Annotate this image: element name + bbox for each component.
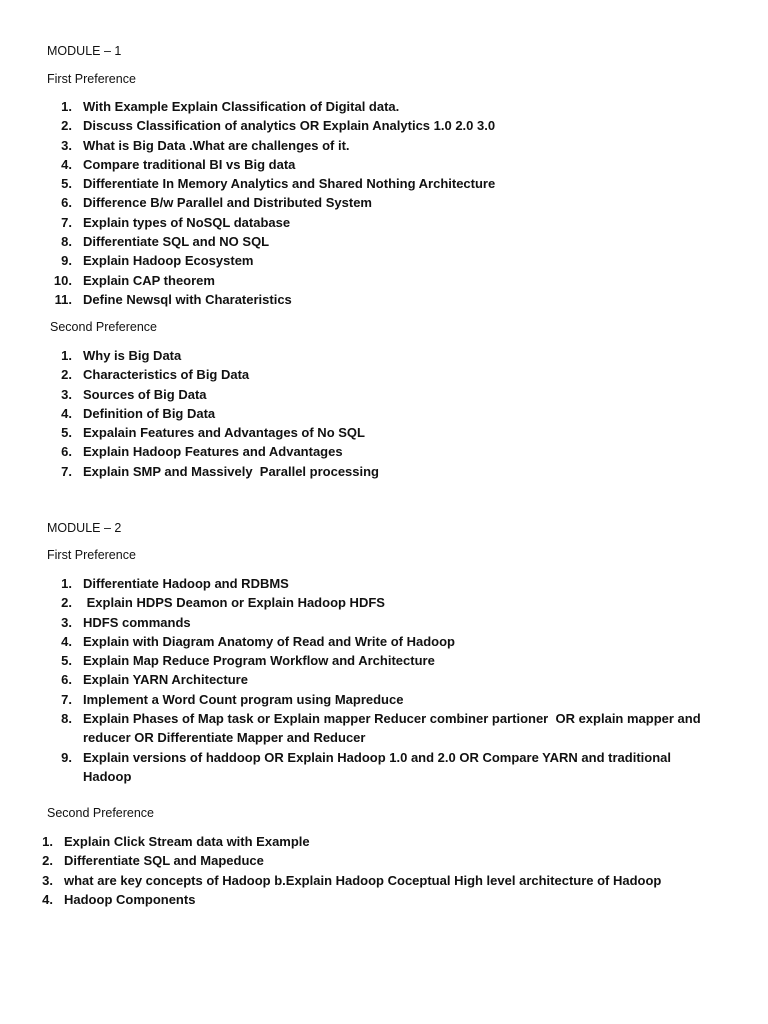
list-item-number: 3. <box>61 614 72 630</box>
list-item-text: Explain Phases of Map task or Explain mapper Reducer combiner partioner OR explain mapper and reducer OR Differentiate Mapper and Reducer <box>83 711 705 746</box>
list-item-text: what are key concepts of Hadoop b.Explain Hadoop Coceptual High level architecture of Hadoop <box>64 872 662 888</box>
list-item-text: Differentiate In Memory Analytics and Shared Nothing Architecture <box>83 176 496 192</box>
list-item-text: Explain Click Stream data with Example <box>64 834 310 849</box>
list-item-number: 3. <box>61 386 72 402</box>
list-item <box>47 346 747 365</box>
list-item <box>47 232 747 251</box>
list-item-text: Explain with Diagram Anatomy of Read and Write of Hadoop <box>83 633 455 649</box>
list-item <box>47 574 707 593</box>
list-item-number: 5. <box>61 425 72 441</box>
list-item-number: 7. <box>61 691 72 707</box>
list-item <box>47 613 707 632</box>
list-item-number: 8. <box>61 234 72 250</box>
module-1-first-preference-label: First Preference <box>47 72 136 86</box>
list-item-text: Characteristics of Big Data <box>83 367 250 383</box>
list-item-number: 2. <box>61 118 72 134</box>
list-item-number: 5. <box>61 653 72 669</box>
list-item-text: Differentiate SQL and NO SQL <box>83 234 270 250</box>
list-item-number: 4. <box>42 891 53 907</box>
list-item <box>47 213 747 232</box>
list-item-text: Discuss Classification of analytics OR Explain Analytics 1.0 2.0 3.0 <box>83 118 496 134</box>
module-1-second-preference-label: Second Preference <box>50 320 158 334</box>
list-item-text: Define Newsql with Charateristics <box>83 291 292 307</box>
list-item-number: 1. <box>42 834 53 849</box>
list-item <box>47 593 707 612</box>
list-item-number: 2. <box>42 853 53 869</box>
list-item-number: 5. <box>61 176 72 192</box>
list-item <box>28 832 728 851</box>
module-2-first-preference-label: First Preference <box>47 548 136 562</box>
list-item-text: Explain versions of haddoop OR Explain Hadoop 1.0 and 2.0 OR Compare YARN and traditional Hadoop <box>83 749 675 784</box>
list-item-number: 8. <box>61 711 72 727</box>
list-item-number: 3. <box>42 872 53 888</box>
list-item-text: Explain Hadoop Ecosystem <box>83 253 254 269</box>
list-item-text: Why is Big Data <box>83 348 182 363</box>
list-item <box>47 423 747 442</box>
list-item <box>47 193 747 212</box>
list-item <box>47 385 747 404</box>
list-item <box>47 690 707 709</box>
list-item-text: HDFS commands <box>83 614 191 630</box>
list-item <box>47 155 747 174</box>
list-item <box>47 97 747 116</box>
list-item-number: 3. <box>61 137 72 153</box>
list-item <box>47 670 707 689</box>
list-item-text: Explain Hadoop Features and Advantages <box>83 444 343 460</box>
list-item <box>47 271 747 290</box>
module-2-second-preference-list <box>28 832 728 909</box>
list-item <box>47 136 747 155</box>
list-item-number: 6. <box>61 672 72 688</box>
module-1-title: MODULE – 1 <box>47 44 122 58</box>
list-item <box>47 404 747 423</box>
module-1-first-preference-list <box>47 97 747 309</box>
list-item-number: 1. <box>61 99 72 114</box>
list-item <box>47 290 747 309</box>
list-item-text: Explain HDPS Deamon or Explain Hadoop HDFS <box>83 595 385 611</box>
list-item-number: 11. <box>54 291 72 307</box>
list-item <box>28 871 728 890</box>
list-item <box>47 462 747 481</box>
list-item <box>47 709 707 748</box>
list-item-number: 2. <box>61 595 72 611</box>
list-item-number: 2. <box>61 367 72 383</box>
list-item <box>47 174 747 193</box>
list-item-text: Sources of Big Data <box>83 386 207 402</box>
list-item-text: Compare traditional BI vs Big data <box>83 156 296 172</box>
list-item <box>47 365 747 384</box>
list-item <box>47 651 707 670</box>
list-item-number: 6. <box>61 195 72 211</box>
list-item-text: Explain types of NoSQL database <box>83 214 291 230</box>
list-item <box>47 116 747 135</box>
list-item <box>28 851 728 870</box>
list-item-text: Explain Map Reduce Program Workflow and Architecture <box>83 653 435 669</box>
list-item-text: Expalain Features and Advantages of No SQL <box>83 425 365 441</box>
list-item-text: Implement a Word Count program using Mapreduce <box>83 691 404 707</box>
module-1-second-preference-list <box>47 346 747 481</box>
list-item-number: 9. <box>61 749 72 765</box>
list-item <box>47 748 707 787</box>
list-item-number: 4. <box>61 405 72 421</box>
list-item-number: 4. <box>61 156 72 172</box>
list-item-text: Explain CAP theorem <box>83 272 215 288</box>
list-item-number: 10. <box>53 272 72 288</box>
module-2-first-preference-list <box>47 574 707 786</box>
list-item-number: 9. <box>61 253 72 269</box>
list-item-text: Definition of Big Data <box>83 405 216 421</box>
list-item-number: 1. <box>61 348 72 363</box>
module-2-title: MODULE – 2 <box>47 521 122 535</box>
list-item-number: 7. <box>61 463 72 479</box>
list-item-text: Explain SMP and Massively Parallel processing <box>83 463 379 479</box>
list-item <box>28 890 728 909</box>
list-item-text: What is Big Data .What are challenges of it. <box>83 137 350 153</box>
list-item-number: 6. <box>61 444 72 460</box>
list-item <box>47 632 707 651</box>
list-item <box>47 251 747 270</box>
list-item-text: Differentiate Hadoop and RDBMS <box>83 576 289 591</box>
list-item-text: Difference B/w Parallel and Distributed System <box>83 195 372 211</box>
list-item-text: Explain YARN Architecture <box>83 672 248 688</box>
module-2-second-preference-label: Second Preference <box>47 806 155 820</box>
list-item-number: 4. <box>61 633 72 649</box>
list-item-text: Hadoop Components <box>64 891 196 907</box>
list-item-text: Differentiate SQL and Mapeduce <box>64 853 264 869</box>
list-item-number: 1. <box>61 576 72 591</box>
list-item <box>47 442 747 461</box>
list-item-text: With Example Explain Classification of Digital data. <box>83 99 400 114</box>
list-item-number: 7. <box>61 214 72 230</box>
